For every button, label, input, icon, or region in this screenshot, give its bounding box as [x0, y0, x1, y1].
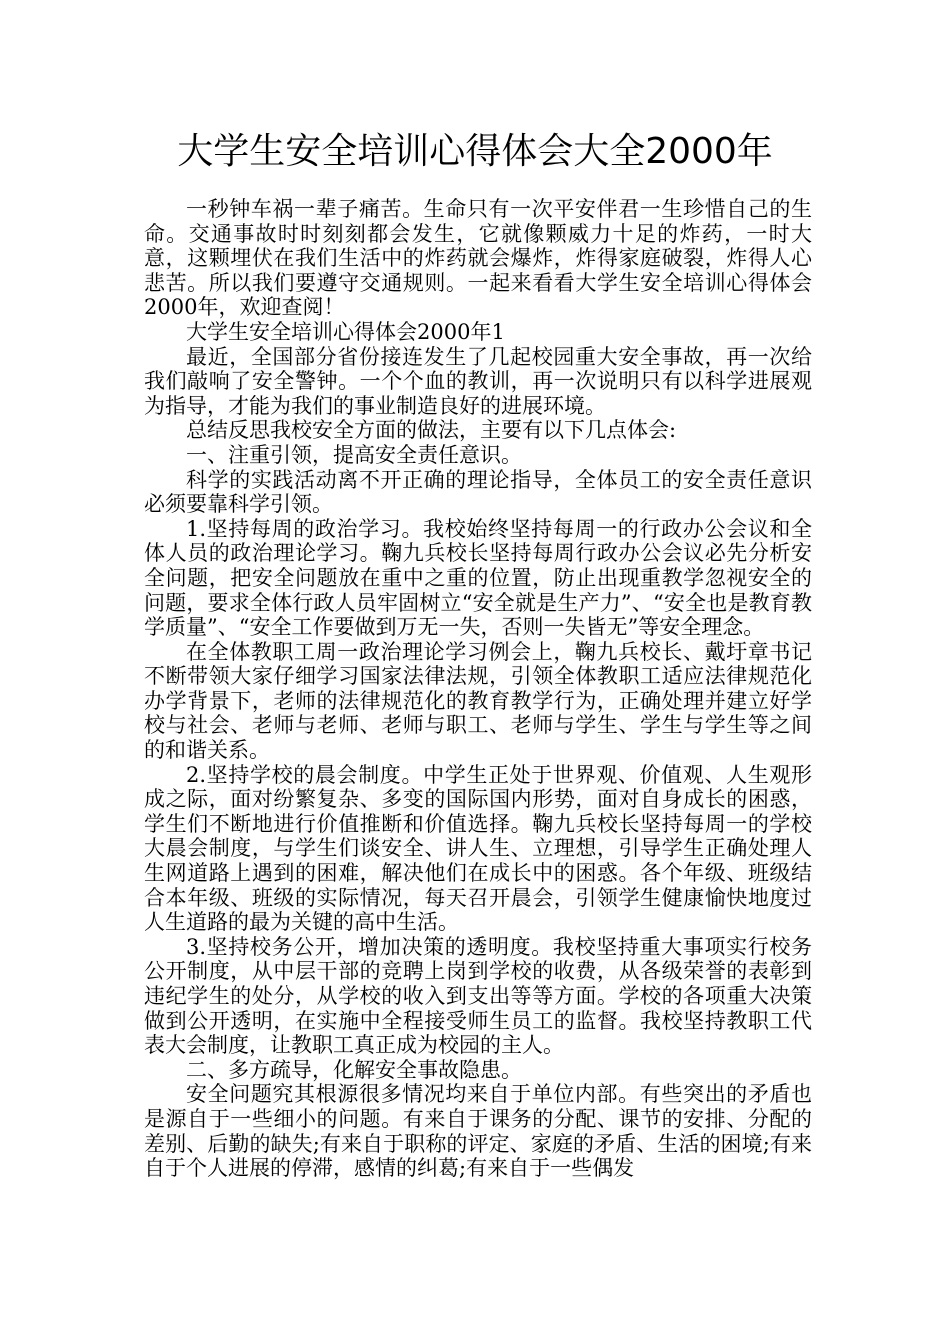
paragraph: 总结反思我校安全方面的做法，主要有以下几点体会: [186, 418, 677, 443]
paragraph: 1.坚持每周的政治学习。我校始终坚持每周一的行政办公会议和全体人员的政治理论学习。鞠九兵校长坚持每周行政办公会议必先分析安全问题，把安全问题放在重中之重的位置，防止出现重教学忽视安全的问题，要求全体行政人员牢固树立“安全就是生产力”、“安全也是教育教学质量”、“安全工作要做到万无一失，否则一失皆无”等安全理念。 [144, 516, 812, 640]
document-body [144, 197, 812, 1181]
section-heading: 一、注重引领，提高安全责任意识。 [186, 442, 522, 467]
paragraph: 安全问题究其根源很多情况均来自于单位内部。有些突出的矛盾也是源自于一些细小的问题。有来自于课务的分配、课节的安排、分配的差别、后勤的缺失;有来自于职称的评定、家庭的矛盾、生活的困境;有来自于个人进展的停滞，感情的纠葛;有来自于一些偶发 [144, 1082, 812, 1181]
document-title: 大学生安全培训心得体会大全2000年 [177, 131, 773, 172]
paragraph-intro: 一秒钟车祸一辈子痛苦。生命只有一次平安伴君一生珍惜自己的生命。交通事故时时刻刻都会发生，它就像颗威力十足的炸药，一时大意，这颗埋伏在我们生活中的炸药就会爆炸，炸得家庭破裂，炸得人心悲苦。所以我们要遵守交通规则。一起来看看大学生安全培训心得体会2000年，欢迎查阅！ [144, 197, 812, 320]
paragraph: 在全体教职工周一政治理论学习例会上，鞠九兵校长、戴圩章书记不断带领大家仔细学习国家法律法规，引领全体教职工适应法律规范化办学背景下，老师的法律规范化的教育教学行为，正确处理并建立好学校与社会、老师与老师、老师与职工、老师与学生、学生与学生等之间的和谐关系。 [144, 639, 812, 763]
section-heading: 二、多方疏导，化解安全事故隐患。 [186, 1057, 522, 1082]
paragraph: 科学的实践活动离不开正确的理论指导，全体员工的安全责任意识必须要靠科学引领。 [144, 467, 812, 517]
paragraph-subtitle: 大学生安全培训心得体会2000年1 [186, 319, 505, 344]
paragraph: 2.坚持学校的晨会制度。中学生正处于世界观、价值观、人生观形成之际，面对纷繁复杂、多变的国际国内形势，面对自身成长的困惑，学生们不断地进行价值推断和价值选择。鞠九兵校长坚持每周一的学校大晨会制度，与学生们谈安全、讲人生、立理想，引导学生正确处理人生网道路上遇到的困难，解决他们在成长中的困惑。各个年级、班级结合本年级、班级的实际情况，每天召开晨会，引领学生健康愉快地度过人生道路的最为关键的高中生活。 [144, 762, 812, 935]
paragraph: 3.坚持校务公开，增加决策的透明度。我校坚持重大事项实行校务公开制度，从中层干部的竞聘上岗到学校的收费，从各级荣誉的表彰到违纪学生的处分，从学校的收入到支出等等方面。学校的各项重大决策做到公开透明，在实施中全程接受师生员工的监督。我校坚持教职工代表大会制度，让教职工真正成为校园的主人。 [144, 934, 812, 1058]
paragraph: 最近，全国部分省份接连发生了几起校园重大安全事故，再一次给我们敲响了安全警钟。一个个血的教训，再一次说明只有以科学进展观为指导，才能为我们的事业制造良好的进展环境。 [144, 344, 812, 418]
